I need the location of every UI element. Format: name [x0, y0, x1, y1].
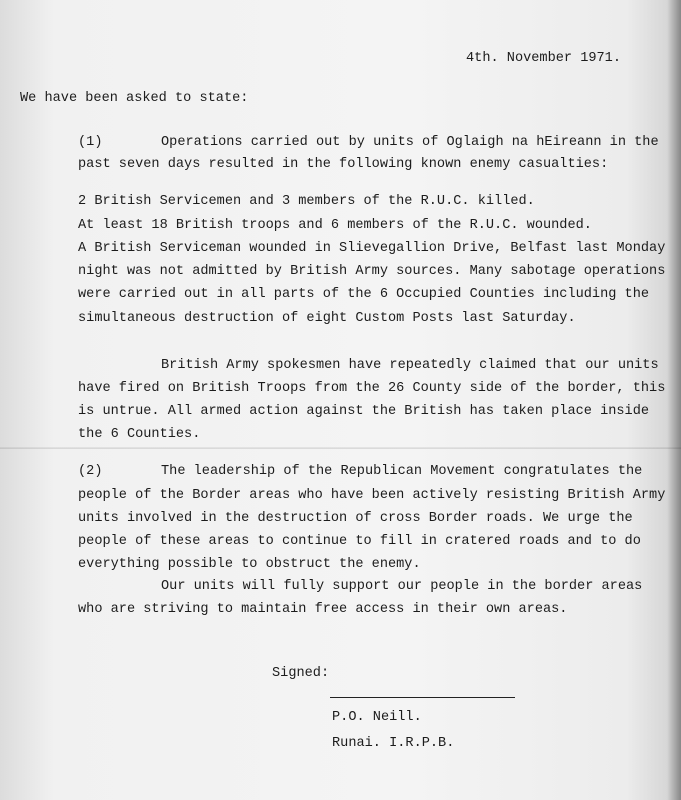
border-paragraph-line: have fired on British Troops from the 26 County side of the border, this	[78, 381, 666, 396]
border-paragraph-line: the 6 Counties.	[78, 427, 201, 442]
support-paragraph-line: Our units will fully support our people in the border areas	[161, 579, 643, 594]
signature-line	[330, 697, 515, 698]
signatory-name: P.O. Neill.	[332, 710, 422, 725]
section-2-line: units involved in the destruction of cross Border roads. We urge the	[78, 511, 633, 526]
section-2-line: people of these areas to continue to fill in cratered roads and to do	[78, 534, 641, 549]
signed-label: Signed:	[272, 666, 330, 681]
section-2-number: (2)	[78, 464, 103, 479]
paper-edge-shadow	[667, 0, 681, 800]
border-paragraph-line: British Army spokesmen have repeatedly claimed that our units	[161, 358, 659, 373]
salutation: We have been asked to state:	[20, 91, 249, 106]
border-paragraph-line: is untrue. All armed action against the British has taken place inside	[78, 404, 650, 419]
letter-date: 4th. November 1971.	[466, 51, 621, 66]
casualty-line: night was not admitted by British Army sources. Many sabotage operations	[78, 264, 666, 279]
paper-fold	[0, 447, 681, 449]
section-2-line: everything possible to obstruct the enemy.	[78, 557, 421, 572]
casualty-line: simultaneous destruction of eight Custom Posts last Saturday.	[78, 311, 576, 326]
signatory-title: Runai. I.R.P.B.	[332, 736, 455, 751]
casualty-line: 2 British Servicemen and 3 members of the R.U.C. killed.	[78, 194, 535, 209]
casualty-line: were carried out in all parts of the 6 Occupied Counties including the	[78, 287, 650, 302]
support-paragraph-line: who are striving to maintain free access in their own areas.	[78, 602, 568, 617]
section-1-intro-line: past seven days resulted in the following known enemy casualties:	[78, 157, 609, 172]
section-1-number: (1)	[78, 135, 103, 150]
casualty-line: At least 18 British troops and 6 members of the R.U.C. wounded.	[78, 218, 592, 233]
casualty-line: A British Serviceman wounded in Slievegallion Drive, Belfast last Monday	[78, 241, 666, 256]
section-2-line: people of the Border areas who have been actively resisting British Army	[78, 488, 666, 503]
section-1-intro-line: Operations carried out by units of Oglaigh na hEireann in the	[161, 135, 659, 150]
section-2-line: The leadership of the Republican Movement congratulates the	[161, 464, 643, 479]
